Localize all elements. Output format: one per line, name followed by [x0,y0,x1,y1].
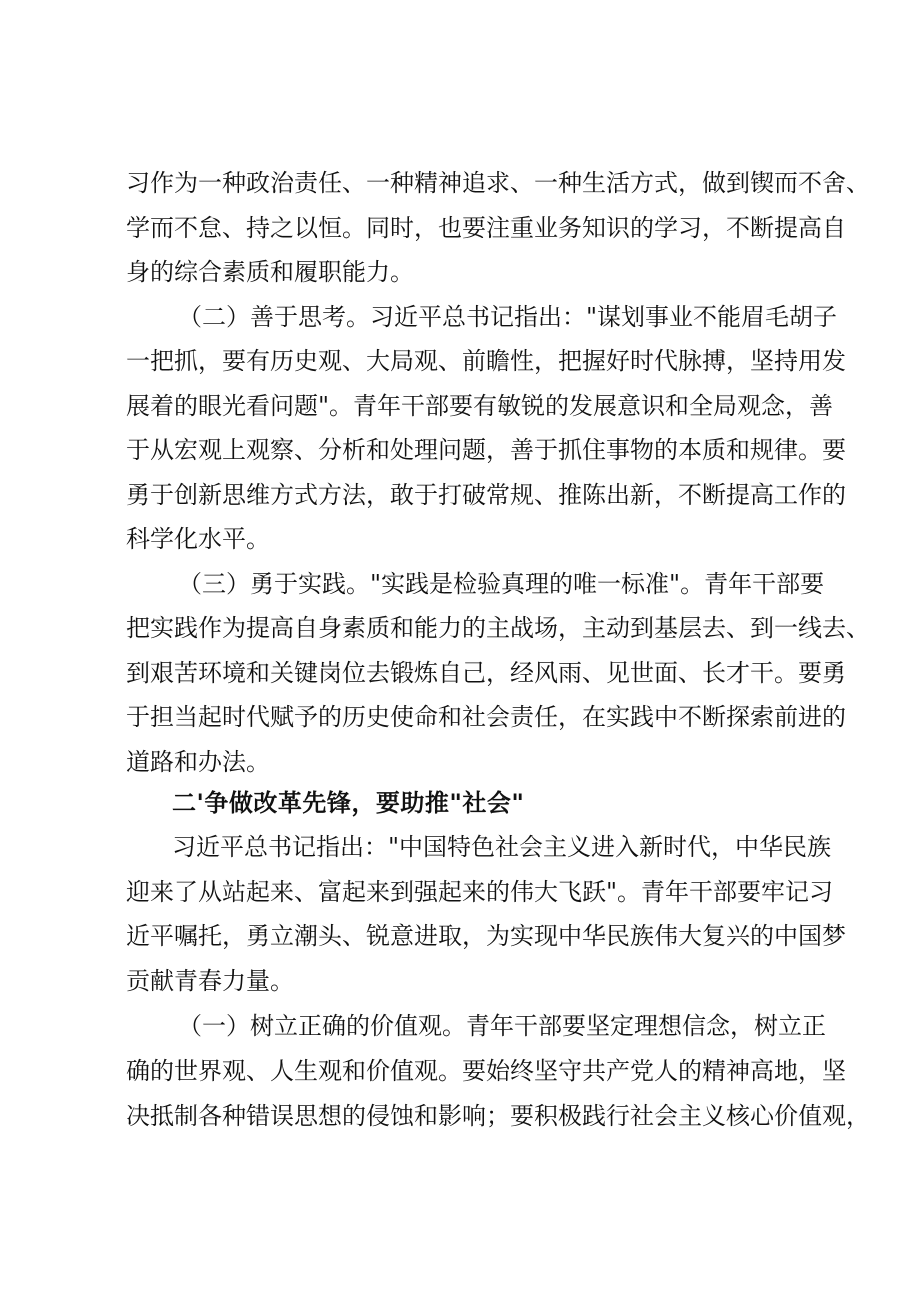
paragraph-line: （三）勇于实践。"实践是检验真理的唯一标准"。青年干部要 [178,570,825,598]
paragraph-line: 到艰苦环境和关键岗位去锻炼自己，经风雨、见世面、长才干。要勇 [126,659,846,687]
paragraph-line: 身的综合素质和履职能力。 [126,258,414,286]
paragraph-line: 习近平总书记指出："中国特色社会主义进入新时代，中华民族 [172,833,832,861]
paragraph-line: 勇于创新思维方式方法，敢于打破常规、推陈出新，不断提高工作的 [126,481,846,509]
paragraph-line: 把实践作为提高自身素质和能力的主战场，主动到基层去、到一线去、 [126,614,870,642]
paragraph-line: 于担当起时代赋予的历史使命和社会责任，在实践中不断探索前进的 [126,703,846,731]
paragraph-line: 近平嘱托，勇立潮头、锐意进取，为实现中华民族伟大复兴的中国梦 [126,922,846,950]
paragraph-line: 一把抓，要有历史观、大局观、前瞻性，把握好时代脉搏，坚持用发 [126,347,846,375]
paragraph-line: （二）善于思考。习近平总书记指出："谋划事业不能眉毛胡子 [178,303,838,331]
paragraph-line: 展着的眼光看问题"。青年干部要有敏锐的发展意识和全局观念，善 [126,392,834,420]
paragraph-line: （一）树立正确的价值观。青年干部要坚定理想信念，树立正 [178,1012,826,1040]
paragraph-line: 确的世界观、人生观和价值观。要始终坚守共产党人的精神高地，坚 [126,1057,846,1085]
paragraph-line: 贡献青春力量。 [126,967,294,995]
paragraph-line: 学而不怠、持之以恒。同时，也要注重业务知识的学习，不断提高自 [126,214,846,242]
paragraph-line: 决抵制各种错误思想的侵蚀和影响；要积极践行社会主义核心价值观， [126,1102,870,1130]
paragraph-line: 科学化水平。 [126,525,270,553]
paragraph-line: 习作为一种政治责任、一种精神追求、一种生活方式，做到锲而不舍、 [126,169,870,197]
section-heading: 二'争做改革先锋，要助推"社会" [172,789,525,817]
paragraph-line: 于从宏观上观察、分析和处理问题，善于抓住事物的本质和规律。要 [126,436,846,464]
paragraph-line: 迎来了从站起来、富起来到强起来的伟大飞跃"。青年干部要牢记习 [126,878,834,906]
paragraph-line: 道路和办法。 [126,748,270,776]
